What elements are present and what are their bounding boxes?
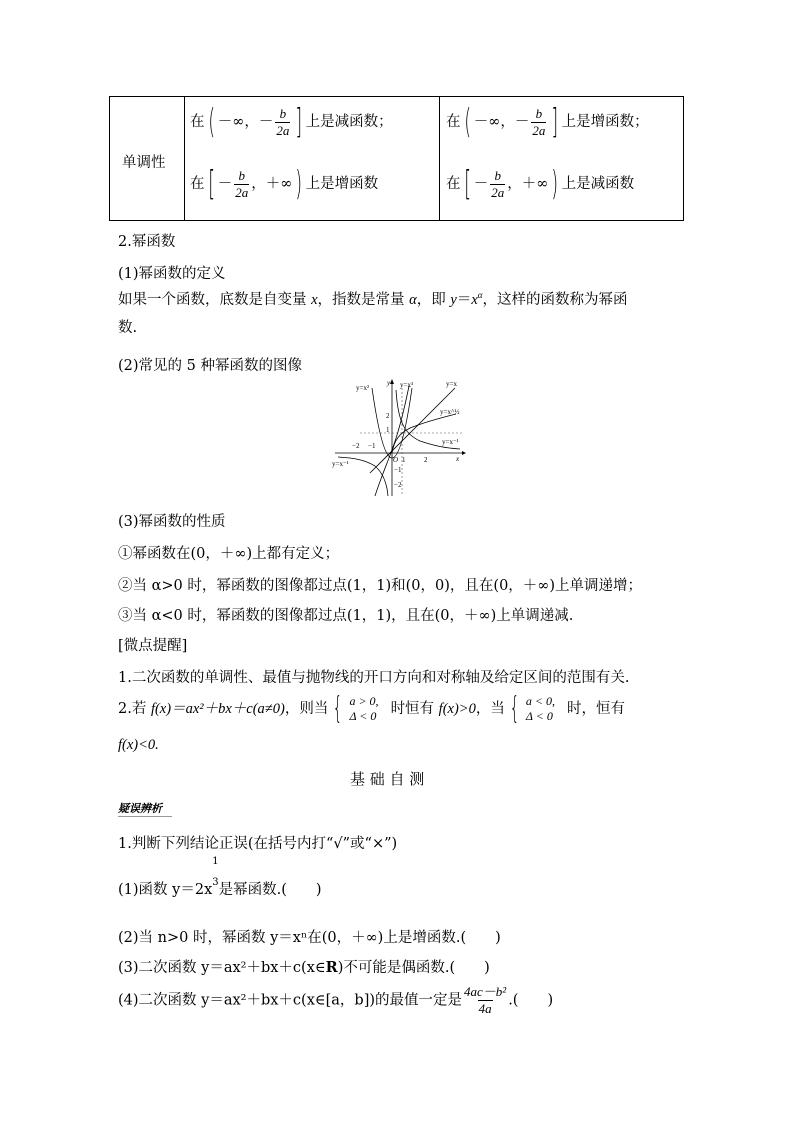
item-1: (1)函数 y＝2x 1 3 是幂函数.( )	[118, 856, 322, 898]
left-line-2: 在[ － $\frac{b}{2a}$ ，＋∞) 上是增函数	[190, 164, 379, 204]
monotonicity-table	[109, 96, 684, 221]
tick-y-neg2: −2	[394, 481, 402, 489]
definition-text-cont: 数.	[118, 320, 138, 336]
property-3: ③当 α<0 时，幂函数的图像都过点(1，1)，且在(0，＋∞)上单调递减.	[118, 608, 574, 624]
right-line-2: 在[ － $\frac{b}{2a}$ ，＋∞) 上是减函数	[446, 164, 635, 204]
tip-2-cont: f(x)<0.	[118, 737, 159, 753]
left-line-1: 在( －∞，－ $\frac{b}{2a}$ ] 上是减函数；	[190, 102, 393, 142]
fraction: $\frac{b}{2a}$	[491, 167, 505, 200]
item-3: (3)二次函数 y＝ax²＋bx＋c(x∈R)不可能是偶函数.( )	[118, 959, 490, 976]
tick-x-neg2: −2	[352, 442, 360, 450]
property-2: ②当 α>0 时，幂函数的图像都过点(1，1)和(0，0)，且在(0，＋∞)上单调递增；	[118, 578, 643, 594]
question-1: 1.判断下列结论正误(在括号内打“√”或“×”)	[118, 836, 398, 852]
y-axis-arrow	[390, 379, 394, 384]
x-axis-label: x	[456, 455, 460, 463]
exponent-fraction: 1 3	[212, 856, 219, 888]
tick-y-1: 1	[386, 426, 390, 434]
tick-x-2: 2	[424, 456, 428, 464]
tip-1: 1.二次函数的单调性、最值与抛物线的开口方向和对称轴及给定区间的范围有关.	[118, 670, 630, 686]
right-line-1: 在( －∞，－ $\frac{b}{2a}$ ] 上是增函数；	[446, 102, 649, 142]
label-sqrt: y=x^½	[440, 408, 460, 416]
label-x3: y=x³	[400, 381, 414, 389]
label-inv-right: y=x⁻¹	[442, 438, 459, 446]
condition-system-1: a > 0, Δ < 0	[349, 694, 379, 723]
fraction: $\frac{b}{2a}$	[235, 167, 249, 200]
property-1: ①幂函数在(0，＋∞)上都有定义；	[118, 546, 340, 562]
self-test-title: 基 础 自 测	[350, 770, 425, 788]
power-function-graph	[330, 378, 470, 500]
condition-system-2: a < 0, Δ < 0	[525, 694, 556, 723]
subsection-graphs: (2)常见的 5 种幂函数的图像	[118, 358, 302, 374]
tick-y-2: 2	[386, 412, 390, 420]
tick-x-neg1: −1	[368, 442, 376, 450]
subsection-definition: (1)幂函数的定义	[118, 266, 226, 282]
section-heading: 2.幂函数	[118, 234, 176, 250]
subsection-properties: (3)幂函数的性质	[118, 514, 226, 530]
tip-2: 2.若 f(x)＝ax²＋bx＋c(a≠0)，则当 { a > 0, Δ < 0 时恒有 f(x)>0，当 { a < 0, Δ < 0 时，恒有	[118, 691, 626, 726]
fraction: $\frac{b}{2a}$	[276, 105, 290, 138]
y-axis-label: y	[387, 379, 391, 387]
row-label: 单调性	[122, 155, 166, 171]
item-4: (4)二次函数 y＝ax²＋bx＋c(x∈[a，b])的最值一定是 $\frac{\text{4ac－b²}}{4a}$ .( )	[118, 984, 554, 1016]
tick-y-neg1: −1	[394, 466, 402, 474]
table-cell-left	[184, 97, 440, 220]
tick-x-1: 1	[402, 456, 406, 464]
error-analysis-tag: 疑误辨析	[118, 800, 172, 817]
table-row-label-cell	[110, 97, 185, 220]
fraction: $\frac{\text{4ac－b²}}{4a}$	[464, 984, 507, 1016]
definition-text: 如果一个函数，底数是自变量 x，指数是常量 α，即 $y=x^\alpha$，这样的函数称为幂函	[118, 290, 628, 308]
curve-x	[370, 388, 455, 473]
label-inv-left: y=x⁻¹	[332, 460, 349, 468]
x-axis-arrow	[462, 451, 466, 455]
label-x2: y=x²	[356, 384, 370, 392]
table-cell-right	[440, 97, 683, 220]
item-2: (2)当 n>0 时，幂函数 y＝xⁿ在(0，＋∞)上是增函数.( )	[118, 930, 501, 946]
fraction: $\frac{b}{2a}$	[532, 105, 546, 138]
tips-heading: [微点提醒]	[118, 638, 188, 654]
label-x: y=x	[446, 380, 457, 388]
origin-label: O	[393, 456, 399, 464]
